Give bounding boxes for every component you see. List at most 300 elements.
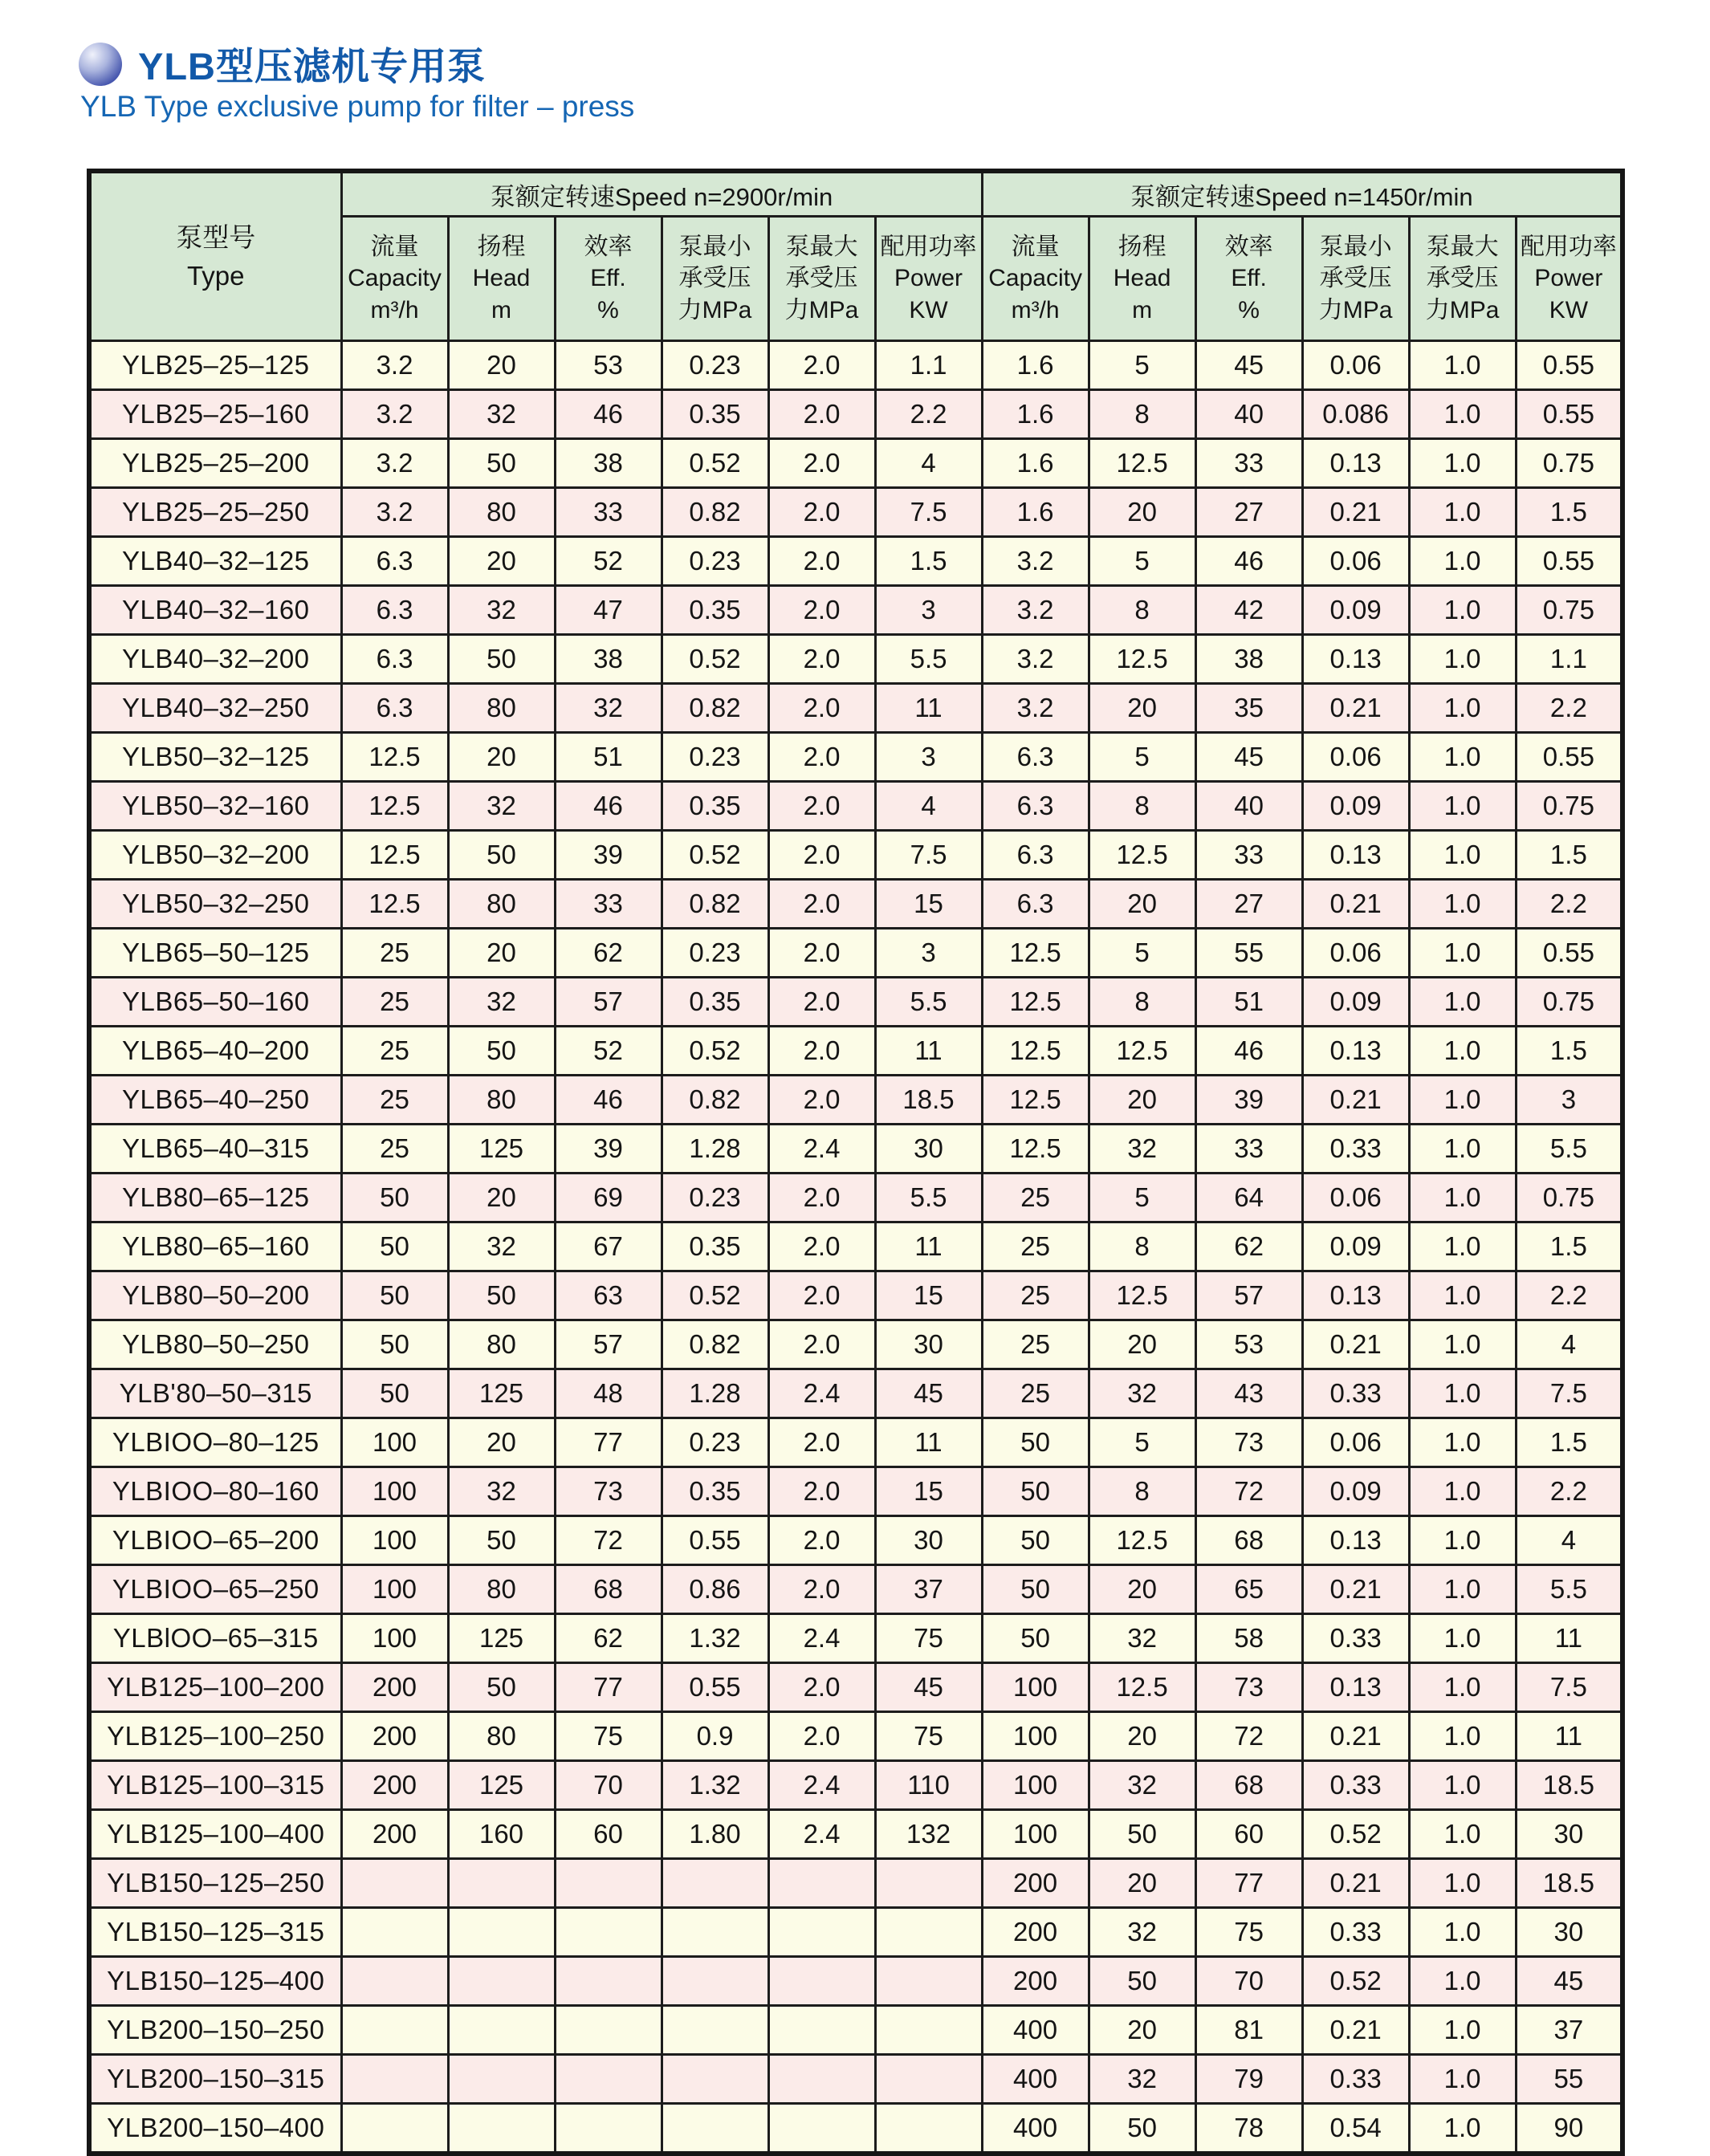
spec-value-cell: 18.5 bbox=[875, 1076, 982, 1125]
spec-value-cell: 4 bbox=[1516, 1320, 1622, 1369]
spec-value-cell: 1.0 bbox=[1409, 2055, 1516, 2104]
spec-value-cell: 50 bbox=[982, 1614, 1089, 1663]
spec-value-cell bbox=[875, 2055, 982, 2104]
column-header: 配用功率 Power KW bbox=[1516, 217, 1622, 341]
spec-value-cell: 25 bbox=[341, 1125, 448, 1174]
spec-value-cell: 132 bbox=[875, 1810, 982, 1859]
spec-value-cell: 30 bbox=[875, 1125, 982, 1174]
spec-value-cell: 0.23 bbox=[662, 733, 768, 782]
pump-type-cell: YLB65–50–160 bbox=[89, 978, 341, 1027]
spec-value-cell: 0.54 bbox=[1302, 2104, 1409, 2154]
spec-value-cell: 50 bbox=[341, 1320, 448, 1369]
spec-value-cell: 2.0 bbox=[768, 488, 875, 537]
spec-value-cell: 25 bbox=[341, 1027, 448, 1076]
pump-type-cell: YLB150–125–400 bbox=[89, 1957, 341, 2006]
spec-value-cell: 0.21 bbox=[1302, 684, 1409, 733]
table-row bbox=[89, 880, 1622, 929]
spec-value-cell: 1.0 bbox=[1409, 1467, 1516, 1516]
spec-value-cell: 8 bbox=[1089, 1467, 1195, 1516]
table-row bbox=[89, 1859, 1622, 1908]
spec-value-cell: 6.3 bbox=[341, 586, 448, 635]
table-row bbox=[89, 1125, 1622, 1174]
spec-value-cell: 77 bbox=[555, 1418, 662, 1467]
spec-value-cell: 200 bbox=[982, 1957, 1089, 2006]
spec-value-cell: 1.0 bbox=[1409, 1810, 1516, 1859]
type-header-en: Type bbox=[186, 260, 245, 291]
spec-value-cell: 75 bbox=[1195, 1908, 1302, 1957]
spec-value-cell: 2.0 bbox=[768, 439, 875, 488]
spec-value-cell: 75 bbox=[555, 1712, 662, 1761]
column-header: 配用功率 Power KW bbox=[875, 217, 982, 341]
spec-value-cell: 8 bbox=[1089, 978, 1195, 1027]
spec-value-cell: 0.33 bbox=[1302, 2055, 1409, 2104]
spec-value-cell: 0.09 bbox=[1302, 978, 1409, 1027]
spec-value-cell: 0.55 bbox=[1516, 390, 1622, 439]
pump-type-cell: YLB80–50–250 bbox=[89, 1320, 341, 1369]
spec-value-cell: 7.5 bbox=[875, 831, 982, 880]
spec-value-cell: 0.06 bbox=[1302, 1418, 1409, 1467]
spec-value-cell: 0.82 bbox=[662, 1320, 768, 1369]
spec-value-cell: 400 bbox=[982, 2006, 1089, 2055]
spec-value-cell: 1.0 bbox=[1409, 586, 1516, 635]
column-header: 扬程 Head m bbox=[448, 217, 555, 341]
group-header-speed-2900: 泵额定转速Speed n=2900r/min bbox=[341, 171, 982, 217]
spec-value-cell: 1.6 bbox=[982, 488, 1089, 537]
spec-value-cell: 200 bbox=[341, 1712, 448, 1761]
spec-value-cell: 6.3 bbox=[341, 537, 448, 586]
table-row bbox=[89, 1271, 1622, 1320]
bullet-sphere-icon bbox=[79, 43, 122, 86]
spec-value-cell: 5.5 bbox=[875, 978, 982, 1027]
spec-value-cell: 1.0 bbox=[1409, 1418, 1516, 1467]
column-header: 扬程 Head m bbox=[1089, 217, 1195, 341]
spec-value-cell: 6.3 bbox=[982, 733, 1089, 782]
pump-type-cell: YLB25–25–160 bbox=[89, 390, 341, 439]
spec-value-cell: 43 bbox=[1195, 1369, 1302, 1418]
spec-value-cell: 0.21 bbox=[1302, 488, 1409, 537]
table-row bbox=[89, 733, 1622, 782]
pump-type-cell: YLB125–100–315 bbox=[89, 1761, 341, 1810]
spec-value-cell: 125 bbox=[448, 1614, 555, 1663]
spec-value-cell: 45 bbox=[1195, 341, 1302, 390]
spec-value-cell: 50 bbox=[1089, 1957, 1195, 2006]
spec-value-cell: 35 bbox=[1195, 684, 1302, 733]
spec-value-cell: 4 bbox=[875, 439, 982, 488]
spec-value-cell: 3 bbox=[875, 586, 982, 635]
spec-value-cell: 200 bbox=[341, 1761, 448, 1810]
spec-value-cell: 20 bbox=[1089, 1076, 1195, 1125]
spec-value-cell: 80 bbox=[448, 488, 555, 537]
spec-value-cell: 0.35 bbox=[662, 978, 768, 1027]
table-row bbox=[89, 2006, 1622, 2055]
spec-value-cell: 0.75 bbox=[1516, 782, 1622, 831]
table-row bbox=[89, 2104, 1622, 2154]
table-row bbox=[89, 2055, 1622, 2104]
spec-value-cell: 25 bbox=[341, 978, 448, 1027]
spec-value-cell: 2.0 bbox=[768, 782, 875, 831]
spec-value-cell: 5.5 bbox=[1516, 1125, 1622, 1174]
spec-value-cell: 47 bbox=[555, 586, 662, 635]
spec-value-cell: 125 bbox=[448, 1125, 555, 1174]
spec-value-cell: 39 bbox=[555, 1125, 662, 1174]
spec-value-cell: 32 bbox=[448, 390, 555, 439]
spec-value-cell: 1.0 bbox=[1409, 733, 1516, 782]
spec-value-cell bbox=[662, 2006, 768, 2055]
spec-value-cell: 3 bbox=[875, 929, 982, 978]
spec-value-cell: 67 bbox=[555, 1222, 662, 1271]
spec-value-cell: 2.0 bbox=[768, 1516, 875, 1565]
spec-value-cell bbox=[662, 1957, 768, 2006]
spec-value-cell: 7.5 bbox=[875, 488, 982, 537]
spec-value-cell: 1.6 bbox=[982, 439, 1089, 488]
spec-value-cell: 3.2 bbox=[982, 586, 1089, 635]
spec-value-cell: 32 bbox=[555, 684, 662, 733]
column-header: 泵最大 承受压 力MPa bbox=[1409, 217, 1516, 341]
group-header-row bbox=[89, 171, 1622, 217]
spec-value-cell: 100 bbox=[341, 1467, 448, 1516]
spec-value-cell: 12.5 bbox=[1089, 1271, 1195, 1320]
spec-value-cell: 53 bbox=[555, 341, 662, 390]
spec-value-cell: 2.0 bbox=[768, 1418, 875, 1467]
spec-value-cell: 50 bbox=[982, 1565, 1089, 1614]
spec-value-cell: 0.23 bbox=[662, 929, 768, 978]
spec-value-cell: 1.28 bbox=[662, 1369, 768, 1418]
spec-value-cell: 0.13 bbox=[1302, 1271, 1409, 1320]
spec-value-cell: 0.75 bbox=[1516, 1174, 1622, 1222]
spec-value-cell: 2.0 bbox=[768, 341, 875, 390]
spec-value-cell: 50 bbox=[341, 1271, 448, 1320]
pump-type-cell: YLB125–100–250 bbox=[89, 1712, 341, 1761]
spec-value-cell: 25 bbox=[982, 1174, 1089, 1222]
spec-value-cell: 1.5 bbox=[1516, 1222, 1622, 1271]
spec-value-cell: 1.0 bbox=[1409, 1712, 1516, 1761]
spec-value-cell: 51 bbox=[1195, 978, 1302, 1027]
spec-value-cell: 2.2 bbox=[1516, 684, 1622, 733]
pump-type-cell: YLB150–125–250 bbox=[89, 1859, 341, 1908]
spec-value-cell: 68 bbox=[1195, 1516, 1302, 1565]
spec-value-cell bbox=[768, 1908, 875, 1957]
spec-value-cell: 2.0 bbox=[768, 880, 875, 929]
spec-value-cell: 32 bbox=[1089, 1908, 1195, 1957]
table-row bbox=[89, 1565, 1622, 1614]
spec-value-cell: 0.06 bbox=[1302, 537, 1409, 586]
spec-value-cell: 48 bbox=[555, 1369, 662, 1418]
spec-value-cell: 50 bbox=[1089, 2104, 1195, 2154]
spec-value-cell: 1.6 bbox=[982, 341, 1089, 390]
pump-type-cell: YLB50–32–200 bbox=[89, 831, 341, 880]
spec-value-cell: 33 bbox=[555, 880, 662, 929]
spec-value-cell: 0.21 bbox=[1302, 1859, 1409, 1908]
spec-value-cell: 80 bbox=[448, 1565, 555, 1614]
spec-value-cell: 2.0 bbox=[768, 1712, 875, 1761]
pump-type-cell: YLB125–100–400 bbox=[89, 1810, 341, 1859]
spec-value-cell: 0.09 bbox=[1302, 1222, 1409, 1271]
table-row bbox=[89, 1320, 1622, 1369]
table-row bbox=[89, 1712, 1622, 1761]
spec-value-cell: 0.55 bbox=[1516, 341, 1622, 390]
column-header: 泵最小 承受压 力MPa bbox=[662, 217, 768, 341]
spec-value-cell bbox=[341, 2055, 448, 2104]
spec-value-cell: 1.5 bbox=[1516, 1418, 1622, 1467]
spec-value-cell: 52 bbox=[555, 1027, 662, 1076]
spec-value-cell: 80 bbox=[448, 684, 555, 733]
spec-value-cell: 0.52 bbox=[662, 635, 768, 684]
column-header: 泵最大 承受压 力MPa bbox=[768, 217, 875, 341]
spec-value-cell: 0.21 bbox=[1302, 2006, 1409, 2055]
spec-value-cell: 1.0 bbox=[1409, 1027, 1516, 1076]
spec-value-cell: 2.4 bbox=[768, 1369, 875, 1418]
pump-type-cell: YLB50–32–250 bbox=[89, 880, 341, 929]
table-row bbox=[89, 586, 1622, 635]
spec-value-cell: 68 bbox=[1195, 1761, 1302, 1810]
pump-type-cell: YLB40–32–160 bbox=[89, 586, 341, 635]
pump-type-cell: YLB200–150–400 bbox=[89, 2104, 341, 2154]
spec-value-cell: 1.0 bbox=[1409, 782, 1516, 831]
spec-value-cell: 0.35 bbox=[662, 1222, 768, 1271]
spec-value-cell: 52 bbox=[555, 537, 662, 586]
spec-value-cell: 0.33 bbox=[1302, 1614, 1409, 1663]
spec-value-cell: 25 bbox=[982, 1320, 1089, 1369]
spec-value-cell: 8 bbox=[1089, 390, 1195, 439]
spec-value-cell bbox=[448, 2104, 555, 2154]
spec-value-cell bbox=[555, 1908, 662, 1957]
spec-value-cell: 32 bbox=[448, 586, 555, 635]
spec-value-cell: 50 bbox=[448, 635, 555, 684]
spec-value-cell: 40 bbox=[1195, 782, 1302, 831]
spec-value-cell: 2.2 bbox=[1516, 1271, 1622, 1320]
spec-value-cell: 42 bbox=[1195, 586, 1302, 635]
spec-value-cell: 27 bbox=[1195, 880, 1302, 929]
spec-value-cell: 3 bbox=[1516, 1076, 1622, 1125]
spec-value-cell: 30 bbox=[875, 1320, 982, 1369]
spec-value-cell bbox=[662, 2104, 768, 2154]
spec-value-cell: 200 bbox=[982, 1908, 1089, 1957]
spec-value-cell: 1.0 bbox=[1409, 1663, 1516, 1712]
pump-type-cell: YLBlOO–65–315 bbox=[89, 1614, 341, 1663]
spec-value-cell: 20 bbox=[1089, 1712, 1195, 1761]
spec-value-cell: 200 bbox=[982, 1859, 1089, 1908]
table-row bbox=[89, 341, 1622, 390]
spec-value-cell: 1.28 bbox=[662, 1125, 768, 1174]
spec-value-cell: 5 bbox=[1089, 1418, 1195, 1467]
table-row bbox=[89, 1663, 1622, 1712]
spec-value-cell: 1.0 bbox=[1409, 390, 1516, 439]
spec-value-cell: 12.5 bbox=[982, 978, 1089, 1027]
spec-value-cell: 1.32 bbox=[662, 1614, 768, 1663]
spec-value-cell: 0.21 bbox=[1302, 1320, 1409, 1369]
spec-value-cell: 4 bbox=[1516, 1516, 1622, 1565]
spec-value-cell: 72 bbox=[555, 1516, 662, 1565]
spec-value-cell bbox=[555, 2006, 662, 2055]
spec-value-cell: 57 bbox=[1195, 1271, 1302, 1320]
spec-value-cell bbox=[768, 2104, 875, 2154]
spec-value-cell: 1.0 bbox=[1409, 488, 1516, 537]
spec-value-cell bbox=[875, 2104, 982, 2154]
pump-type-cell: YLB80–65–160 bbox=[89, 1222, 341, 1271]
spec-value-cell: 3.2 bbox=[982, 635, 1089, 684]
spec-value-cell: 20 bbox=[448, 537, 555, 586]
spec-value-cell: 200 bbox=[341, 1810, 448, 1859]
spec-value-cell: 58 bbox=[1195, 1614, 1302, 1663]
spec-value-cell: 20 bbox=[448, 1174, 555, 1222]
spec-value-cell: 0.06 bbox=[1302, 1174, 1409, 1222]
spec-value-cell: 2.0 bbox=[768, 390, 875, 439]
spec-value-cell: 0.09 bbox=[1302, 782, 1409, 831]
spec-value-cell: 1.0 bbox=[1409, 1222, 1516, 1271]
spec-value-cell: 46 bbox=[555, 390, 662, 439]
spec-value-cell: 2.0 bbox=[768, 635, 875, 684]
spec-value-cell: 90 bbox=[1516, 2104, 1622, 2154]
spec-value-cell: 37 bbox=[875, 1565, 982, 1614]
spec-value-cell: 40 bbox=[1195, 390, 1302, 439]
spec-value-cell: 2.0 bbox=[768, 1271, 875, 1320]
pump-type-cell: YLBIOO–65–250 bbox=[89, 1565, 341, 1614]
spec-value-cell bbox=[448, 2006, 555, 2055]
spec-value-cell: 0.55 bbox=[1516, 929, 1622, 978]
spec-value-cell: 45 bbox=[875, 1369, 982, 1418]
spec-value-cell: 0.35 bbox=[662, 1467, 768, 1516]
spec-value-cell: 55 bbox=[1516, 2055, 1622, 2104]
spec-value-cell bbox=[662, 1859, 768, 1908]
spec-value-cell: 32 bbox=[448, 782, 555, 831]
page-title: YLB型压滤机专用泵 bbox=[138, 45, 486, 87]
spec-value-cell: 2.0 bbox=[768, 1076, 875, 1125]
spec-value-cell: 50 bbox=[448, 439, 555, 488]
spec-value-cell: 2.0 bbox=[768, 1467, 875, 1516]
spec-value-cell: 0.52 bbox=[662, 1271, 768, 1320]
spec-value-cell: 12.5 bbox=[982, 1125, 1089, 1174]
spec-value-cell: 200 bbox=[341, 1663, 448, 1712]
spec-value-cell: 0.52 bbox=[1302, 1957, 1409, 2006]
spec-value-cell bbox=[768, 2006, 875, 2055]
spec-value-cell: 38 bbox=[1195, 635, 1302, 684]
spec-value-cell: 1.0 bbox=[1409, 1076, 1516, 1125]
spec-value-cell: 77 bbox=[555, 1663, 662, 1712]
spec-value-cell: 37 bbox=[1516, 2006, 1622, 2055]
spec-value-cell: 1.5 bbox=[875, 537, 982, 586]
spec-value-cell: 25 bbox=[982, 1369, 1089, 1418]
spec-value-cell: 5.5 bbox=[875, 635, 982, 684]
spec-value-cell: 15 bbox=[875, 880, 982, 929]
spec-value-cell: 1.0 bbox=[1409, 439, 1516, 488]
table-row bbox=[89, 1076, 1622, 1125]
table-row bbox=[89, 1810, 1622, 1859]
spec-value-cell: 2.0 bbox=[768, 537, 875, 586]
spec-value-cell: 39 bbox=[555, 831, 662, 880]
spec-value-cell: 62 bbox=[1195, 1222, 1302, 1271]
spec-value-cell: 20 bbox=[1089, 684, 1195, 733]
spec-value-cell: 20 bbox=[1089, 2006, 1195, 2055]
spec-value-cell: 1.0 bbox=[1409, 2006, 1516, 2055]
spec-value-cell: 51 bbox=[555, 733, 662, 782]
spec-value-cell: 7.5 bbox=[1516, 1369, 1622, 1418]
spec-value-cell: 80 bbox=[448, 1712, 555, 1761]
spec-value-cell: 45 bbox=[1516, 1957, 1622, 2006]
spec-value-cell: 0.23 bbox=[662, 1174, 768, 1222]
spec-value-cell: 2.4 bbox=[768, 1761, 875, 1810]
spec-value-cell: 46 bbox=[1195, 1027, 1302, 1076]
spec-value-cell: 1.0 bbox=[1409, 537, 1516, 586]
spec-value-cell: 100 bbox=[982, 1810, 1089, 1859]
spec-value-cell bbox=[341, 2104, 448, 2154]
spec-value-cell: 5.5 bbox=[1516, 1565, 1622, 1614]
spec-value-cell: 100 bbox=[982, 1761, 1089, 1810]
spec-value-cell: 125 bbox=[448, 1369, 555, 1418]
pump-type-cell: YLB200–150–315 bbox=[89, 2055, 341, 2104]
spec-value-cell: 38 bbox=[555, 635, 662, 684]
type-column-header bbox=[89, 171, 341, 341]
spec-value-cell: 25 bbox=[341, 929, 448, 978]
spec-value-cell bbox=[448, 1957, 555, 2006]
spec-value-cell: 15 bbox=[875, 1467, 982, 1516]
spec-value-cell bbox=[875, 1859, 982, 1908]
table-row bbox=[89, 1369, 1622, 1418]
spec-value-cell: 400 bbox=[982, 2055, 1089, 2104]
spec-value-cell: 11 bbox=[875, 1418, 982, 1467]
spec-value-cell: 33 bbox=[555, 488, 662, 537]
spec-value-cell: 46 bbox=[555, 782, 662, 831]
spec-value-cell: 77 bbox=[1195, 1859, 1302, 1908]
spec-value-cell: 6.3 bbox=[341, 635, 448, 684]
spec-value-cell: 65 bbox=[1195, 1565, 1302, 1614]
table-row bbox=[89, 488, 1622, 537]
spec-value-cell: 0.55 bbox=[662, 1516, 768, 1565]
spec-value-cell: 60 bbox=[555, 1810, 662, 1859]
spec-value-cell: 73 bbox=[1195, 1663, 1302, 1712]
spec-value-cell: 3.2 bbox=[982, 684, 1089, 733]
spec-value-cell: 1.0 bbox=[1409, 1761, 1516, 1810]
pump-type-cell: YLB25–25–125 bbox=[89, 341, 341, 390]
spec-value-cell: 12.5 bbox=[1089, 1663, 1195, 1712]
spec-value-cell: 38 bbox=[555, 439, 662, 488]
spec-value-cell: 11 bbox=[875, 1222, 982, 1271]
pump-type-cell: YLBIOO–80–160 bbox=[89, 1467, 341, 1516]
spec-value-cell: 50 bbox=[448, 1516, 555, 1565]
table-row bbox=[89, 390, 1622, 439]
pump-type-cell: YLB80–65–125 bbox=[89, 1174, 341, 1222]
column-header: 流量 Capacity m³/h bbox=[341, 217, 448, 341]
spec-value-cell: 50 bbox=[448, 1663, 555, 1712]
spec-value-cell: 33 bbox=[1195, 439, 1302, 488]
spec-value-cell: 18.5 bbox=[1516, 1859, 1622, 1908]
spec-value-cell: 6.3 bbox=[982, 782, 1089, 831]
spec-value-cell: 100 bbox=[982, 1663, 1089, 1712]
spec-value-cell: 0.86 bbox=[662, 1565, 768, 1614]
spec-value-cell: 33 bbox=[1195, 1125, 1302, 1174]
spec-value-cell: 0.33 bbox=[1302, 1125, 1409, 1174]
spec-value-cell: 1.0 bbox=[1409, 1320, 1516, 1369]
spec-value-cell: 1.0 bbox=[1409, 978, 1516, 1027]
spec-value-cell: 1.6 bbox=[982, 390, 1089, 439]
spec-value-cell: 8 bbox=[1089, 782, 1195, 831]
spec-value-cell: 2.0 bbox=[768, 733, 875, 782]
pump-type-cell: YLB40–32–125 bbox=[89, 537, 341, 586]
spec-value-cell: 0.75 bbox=[1516, 978, 1622, 1027]
spec-value-cell: 72 bbox=[1195, 1467, 1302, 1516]
spec-value-cell: 0.35 bbox=[662, 390, 768, 439]
spec-value-cell: 6.3 bbox=[982, 880, 1089, 929]
spec-value-cell: 2.0 bbox=[768, 586, 875, 635]
spec-value-cell: 32 bbox=[1089, 1369, 1195, 1418]
spec-value-cell: 11 bbox=[875, 684, 982, 733]
spec-value-cell: 50 bbox=[448, 1027, 555, 1076]
table-row bbox=[89, 537, 1622, 586]
spec-value-cell: 1.0 bbox=[1409, 684, 1516, 733]
spec-value-cell: 1.0 bbox=[1409, 1369, 1516, 1418]
column-header: 效率 Eff. % bbox=[555, 217, 662, 341]
spec-value-cell bbox=[341, 1908, 448, 1957]
table-row bbox=[89, 978, 1622, 1027]
